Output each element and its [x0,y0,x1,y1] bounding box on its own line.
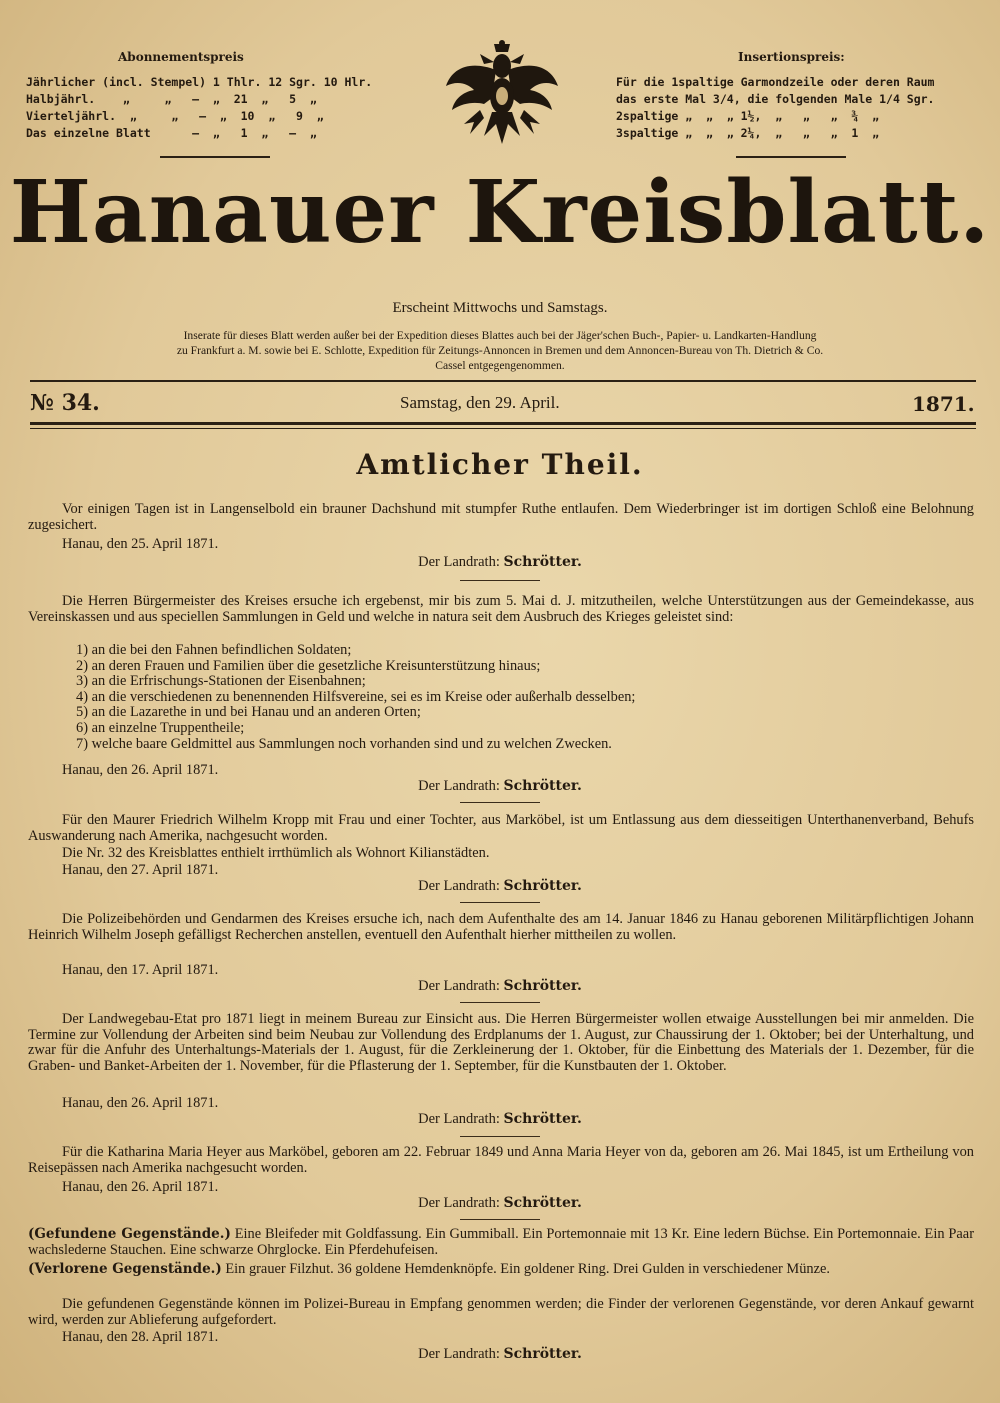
section-title: Amtlicher Theil. [356,448,644,481]
notice-text: Für die Katharina Maria Heyer aus Marköbel, geboren am 22. Februar 1849 und Anna Maria Heyer von da, geboren am 26. Mai 1845, ist um Ertheilung von Reisepässen nach Amerika nachgesucht worden. [28,1144,974,1176]
insertion-row: das erste Mal 3/4, die folgenden Male 1/4 Sgr. [616,92,935,106]
issue-year: 1871. [912,392,975,416]
list-item: 2) an deren Frauen und Familien über die gesetzliche Kreisunterstützung hinaus; [76,657,541,674]
inserate-line: Cassel entgegengenommen. [435,359,565,372]
lost-items-text: (Verlorene Gegenstände.) Ein grauer Filzhut. 36 goldene Hemdenknöpfe. Ein goldener Ring. Drei Gulden in verschiedener Münze. [28,1261,830,1277]
separator [460,1219,540,1220]
found-label: (Gefundene Gegenstände.) [28,1226,231,1242]
insertion-row: 2spaltige „ „ „ 1½, „ „ „ ¾ „ [616,109,880,123]
header-rule [30,428,976,429]
signature: Der Landrath: Schrötter. [418,1346,582,1362]
insertion-title: Insertionspreis: [738,50,845,64]
inserate-line: Inserate für dieses Blatt werden außer bei der Expedition dieses Blattes auch bei der Jäger'schen Buch-, Papier- u. Landkarten-Handlung [183,329,817,342]
notice-text: Der Landwegebau-Etat pro 1871 liegt in meinem Bureau zur Einsicht aus. Die Herren Bürgermeister wollen etwaige Ausstellungen bei mir anmelden. Die Termine zur Vollendung der Arbeiten sind beim Neubau zur Vollendung des Erdplanums der 1. August, zur Chaussirung der 1. Oktober; bei der Unterhaltung, und zwar für die Anfuhr des Unterhaltungs-Materials der 1. August, für die Zerkleinerung der 1. Oktober, für die Einbettung des Materials der 1. Dezember, für die Graben- und Banket-Arbeiten der 1. November, für die Pflasterung der 1. September, für die Kunstbauten der 1. Oktober. [28,1011,974,1074]
list-item: 5) an die Lazarethe in und bei Hanau und an anderen Orten; [76,704,421,721]
list-item: 7) welche baare Geldmittel aus Sammlungen noch vorhanden sind und zu welchen Zwecken. [76,735,612,752]
notice-date: Hanau, den 26. April 1871. [62,1179,219,1195]
issue-date: Samstag, den 29. April. [400,393,560,412]
header-rule [30,380,976,382]
list-item: 3) an die Erfrischungs-Stationen der Eisenbahnen; [76,673,366,690]
signature: Der Landrath: Schrötter. [418,1111,582,1127]
separator [460,1002,540,1003]
notice-text: Die Polizeibehörden und Gendarmen des Kreises ersuche ich, nach dem Aufenthalte des am 14. Januar 1846 zu Hanau geborenen Militärpflichtigen Johann Heinrich Wilhelm Joseph gefälligst Recherchen anstellen, eventuell den Aufenthalt hierher mittheilen zu wollen. [28,911,974,943]
separator [460,902,540,903]
abonnement-row: Jährlicher (incl. Stempel) 1 Thlr. 12 Sgr. 10 Hlr. [26,75,373,89]
notice-extra: Die Nr. 32 des Kreisblattes enthielt irrthümlich als Wohnort Kilianstädten. [62,845,490,861]
notice-text: Die gefundenen Gegenstände können im Polizei-Bureau in Empfang genommen werden; die Finder der verlorenen Gegenstände, vor deren Ankauf gewarnt wird, werden zur Ablieferung aufgefordert. [28,1296,974,1328]
list-item: 4) an die verschiedenen zu benennenden Hilfsvereine, sei es im Kreise oder außerhalb desselben; [76,688,636,705]
signature: Der Landrath: Schrötter. [418,978,582,994]
list-item: 1) an die bei den Fahnen befindlichen Soldaten; [76,642,352,658]
signature: Der Landrath: Schrötter. [418,778,582,794]
signature: Der Landrath: Schrötter. [418,878,582,894]
separator [460,1136,540,1137]
separator [460,802,540,803]
separator [460,580,540,581]
signature: Der Landrath: Schrötter. [418,554,582,570]
found-items-text: (Gefundene Gegenstände.) Eine Bleifeder mit Goldfassung. Ein Gummiball. Ein Portemonnaie mit 13 Kr. Eine ledern Büchse. Ein Portemonnaie. Ein Paar wachslederne Stauchen. Eine schwarze Ohrglocke. Ein Pferdehufeisen. [28,1226,974,1258]
inserate-note [0,328,1000,373]
notice-date: Hanau, den 27. April 1871. [62,862,219,878]
signature: Der Landrath: Schrötter. [418,1195,582,1211]
notice-list [76,643,635,752]
notice-date: Hanau, den 17. April 1871. [62,962,219,978]
notice-text: Für den Maurer Friedrich Wilhelm Kropp mit Frau und einer Tochter, aus Marköbel, ist um Entlassung aus dem diesseitigen Unterthanenverband, Behufs Auswanderung nach Amerika, nachgesucht worden. [28,812,974,844]
notice-date: Hanau, den 28. April 1871. [62,1329,219,1345]
header-rule [30,422,976,425]
insertion-row: Für die 1spaltige Garmondzeile oder deren Raum [616,75,935,89]
list-item: 6) an einzelne Truppentheile; [76,719,245,736]
abonnement-row: Das einzelne Blatt — „ 1 „ — „ [26,126,317,140]
notice-date: Hanau, den 26. April 1871. [62,762,219,778]
masthead-title: Hanauer Kreisblatt. [9,162,991,263]
notice-date: Hanau, den 25. April 1871. [62,536,219,552]
lost-label: (Verlorene Gegenstände.) [28,1261,222,1277]
erscheint-line: Erscheint Mittwochs und Samstags. [392,300,608,316]
notice-text: Vor einigen Tagen ist in Langenselbold ein brauner Dachshund mit stumpfer Ruthe entlaufen. Dem Wiederbringer ist im dortigen Schloß eine Belohnung zugesichert. [28,501,974,533]
issue-number: № 34. [30,390,100,416]
abonnement-row: Halbjährl. „ „ — „ 21 „ 5 „ [26,92,317,106]
abonnement-title: Abonnementspreis [118,50,244,64]
eagle-emblem-icon [440,40,564,148]
notice-text: Die Herren Bürgermeister des Kreises ersuche ich ergebenst, mir bis zum 5. Mai d. J. mitzutheilen, welche Unterstützungen aus der Gemeindekasse, aus Vereinskassen und aus speciellen Sammlungen in Geld und welche in natura seit dem Ausbruch des Krieges geleistet sind: [28,593,974,625]
inserate-line: zu Frankfurt a. M. sowie bei E. Schlotte, Expedition für Zeitungs-Annoncen in Bremen und dem Annoncen-Bureau von Th. Dietrich & Co. [176,344,824,357]
abonnement-row: Vierteljährl. „ „ — „ 10 „ 9 „ [26,109,324,123]
notice-date: Hanau, den 26. April 1871. [62,1095,219,1111]
insertion-row: 3spaltige „ „ „ 2¼, „ „ „ 1 „ [616,126,880,140]
